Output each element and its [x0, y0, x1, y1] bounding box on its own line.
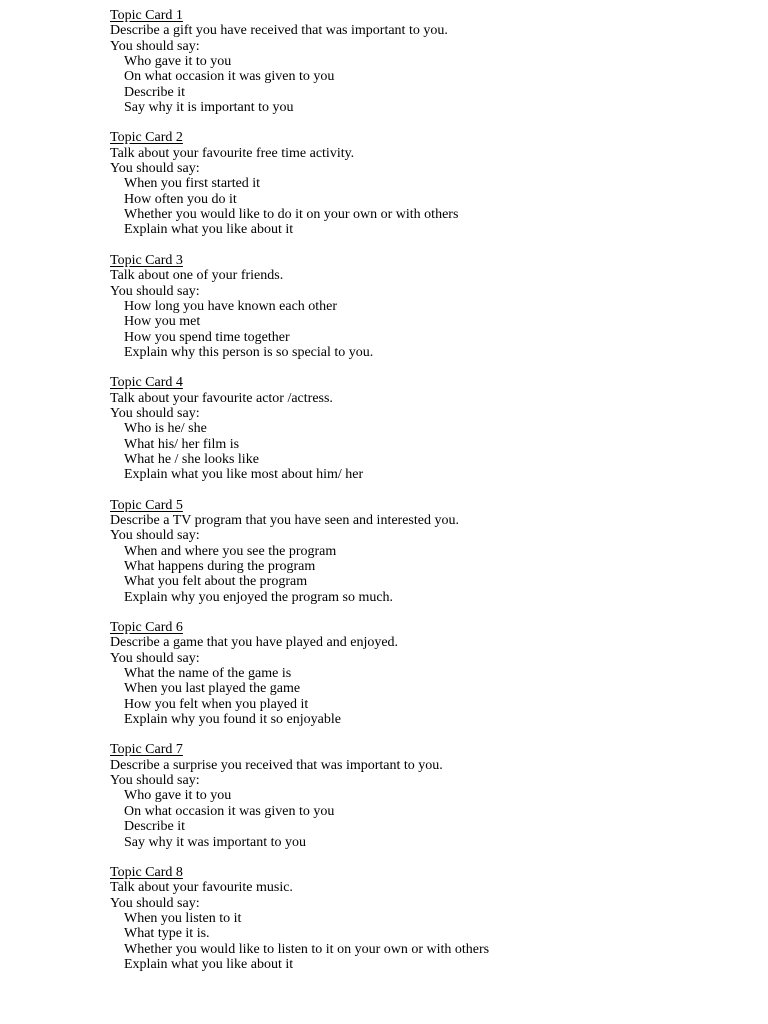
talking-point: Explain what you like about it [124, 956, 294, 972]
talking-point: On what occasion it was given to you [124, 69, 335, 85]
talking-point: Explain what you like most about him/ her [124, 467, 364, 483]
you-should-say-label: You should say: [110, 528, 200, 544]
topic-card-title: Topic Card 4 [110, 375, 183, 391]
topic-card-prompt: Talk about your favourite free time activity. [110, 145, 355, 161]
talking-point: Describe it [124, 819, 186, 835]
topic-card-title: Topic Card 2 [110, 130, 183, 146]
topic-card-prompt: Describe a gift you have received that was important to you. [110, 23, 448, 39]
you-should-say-label: You should say: [110, 405, 200, 421]
topic-card-prompt: Talk about one of your friends. [110, 268, 284, 284]
talking-point: Say why it is important to you [124, 100, 294, 116]
topic-card-prompt: Describe a game that you have played and enjoyed. [110, 635, 399, 651]
talking-points-list [110, 666, 750, 727]
you-should-say-label: You should say: [110, 895, 200, 911]
talking-point: When you last played the game [124, 681, 301, 697]
talking-point: What type it is. [124, 926, 210, 942]
talking-point: When you first started it [124, 176, 261, 192]
talking-point: Explain why you enjoyed the program so much. [124, 589, 394, 605]
talking-point: Say why it was important to you [124, 834, 306, 850]
talking-point: What he / she looks like [124, 451, 259, 467]
talking-point: How you spend time together [124, 329, 290, 345]
topic-card-title: Topic Card 5 [110, 497, 183, 513]
talking-point: How often you do it [124, 191, 237, 207]
you-should-say-label: You should say: [110, 38, 200, 54]
you-should-say-label: You should say: [110, 161, 200, 177]
topic-card-2 [110, 130, 750, 237]
topic-card-prompt: Describe a TV program that you have seen and interested you. [110, 512, 459, 528]
topic-card-prompt: Talk about your favourite music. [110, 880, 293, 896]
talking-point: When and where you see the program [124, 543, 337, 559]
topic-card-title: Topic Card 8 [110, 864, 183, 880]
topic-cards-document [110, 8, 750, 987]
you-should-say-label: You should say: [110, 283, 200, 299]
topic-card-prompt: Talk about your favourite actor /actress. [110, 390, 333, 406]
talking-point: Explain why you found it so enjoyable [124, 712, 341, 728]
talking-point: Whether you would like to do it on your own or with others [124, 207, 459, 223]
topic-card-1 [110, 8, 750, 115]
talking-point: How you felt when you played it [124, 696, 309, 712]
topic-card-3 [110, 253, 750, 360]
talking-points-list [110, 299, 750, 360]
talking-point: Who gave it to you [124, 54, 232, 70]
topic-card-title: Topic Card 6 [110, 620, 183, 636]
talking-points-list [110, 788, 750, 849]
you-should-say-label: You should say: [110, 773, 200, 789]
topic-card-6 [110, 620, 750, 727]
talking-points-list [110, 421, 750, 482]
talking-point: What the name of the game is [124, 666, 292, 682]
talking-points-list [110, 54, 750, 115]
topic-card-prompt: Describe a surprise you received that was important to you. [110, 757, 443, 773]
talking-point: How you met [124, 314, 201, 330]
topic-card-7 [110, 742, 750, 849]
you-should-say-label: You should say: [110, 650, 200, 666]
talking-point: Explain what you like about it [124, 222, 294, 238]
talking-points-list [110, 176, 750, 237]
talking-point: Who is he/ she [124, 421, 207, 437]
talking-point: Describe it [124, 84, 186, 100]
topic-card-title: Topic Card 1 [110, 8, 183, 23]
talking-point: Who gave it to you [124, 788, 232, 804]
topic-card-4 [110, 375, 750, 482]
talking-point: When you listen to it [124, 910, 242, 926]
topic-card-title: Topic Card 7 [110, 742, 183, 758]
talking-point: Whether you would like to listen to it on your own or with others [124, 941, 490, 957]
talking-point: What you felt about the program [124, 574, 308, 590]
talking-point: How long you have known each other [124, 298, 338, 314]
topic-card-5 [110, 498, 750, 605]
topic-card-8 [110, 865, 750, 972]
talking-point: What his/ her film is [124, 436, 240, 452]
topic-card-title: Topic Card 3 [110, 252, 183, 268]
talking-point: On what occasion it was given to you [124, 803, 335, 819]
talking-points-list [110, 911, 750, 972]
talking-point: What happens during the program [124, 559, 316, 574]
talking-points-list [110, 544, 750, 605]
talking-point: Explain why this person is so special to you. [124, 344, 374, 360]
